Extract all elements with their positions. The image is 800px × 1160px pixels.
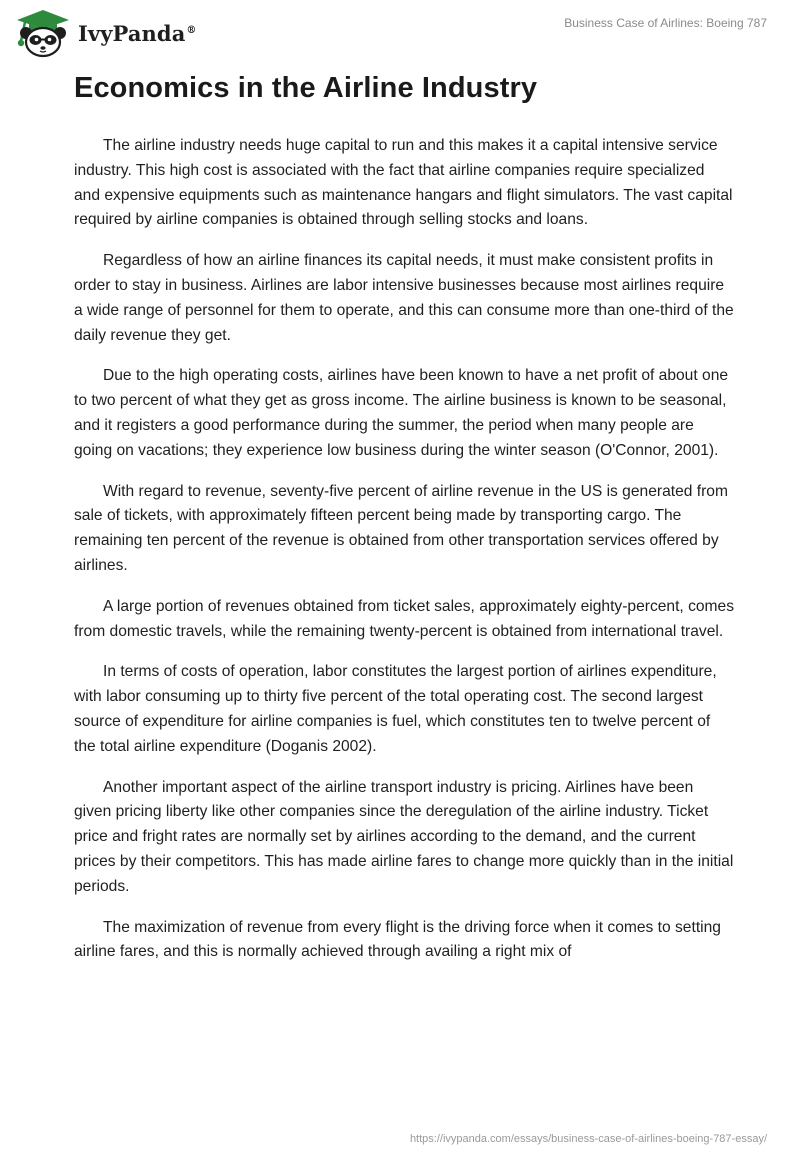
paragraph-1: The airline industry needs huge capital to run and this makes it a capital intensive service industry. This high cost is associated with the fact that airline companies require specialized and expensive equipments such as maintenance hangars and flight simulators. The vast capital required by airline companies is obtained through selling stocks and loans. (74, 137, 733, 229)
page-header (0, 0, 800, 70)
page-title: Economics in the Airline Industry (74, 72, 538, 104)
article-body (74, 134, 734, 981)
panda-graduate-icon (14, 8, 72, 58)
registered-mark: ® (186, 24, 197, 36)
paragraph-4: With regard to revenue, seventy-five percent of airline revenue in the US is generated from sale of tickets, with approximately fifteen percent being made by transporting cargo. The remaining ten percent of the revenue is obtained from other transportation services offered by airlines. (74, 482, 728, 574)
paragraph-3: Due to the high operating costs, airlines have been known to have a net profit of about one to two percent of what they get as gross income. The airline business is known to be seasonal, and it registers a good performance during the summer, the period when many people are going on vacations; they experience low business during the winter season (O'Connor, 2001). (74, 367, 729, 459)
source-url-link[interactable]: https://ivypanda.com/essays/business-case-of-airlines-boeing-787-essay/ (409, 1133, 767, 1145)
brand-name (78, 21, 197, 46)
paragraph-2: Regardless of how an airline finances its capital needs, it must make consistent profits in order to stay in business. Airlines are labor intensive businesses because most airlines require a wide range of personnel for them to operate, and this can consume more than one-third of the daily revenue they get. (74, 252, 734, 344)
document-title: Business Case of Airlines: Boeing 787 (564, 16, 767, 30)
ivypanda-logo[interactable] (14, 8, 197, 58)
paragraph-6: In terms of costs of operation, labor constitutes the largest portion of airlines expenditure, with labor consuming up to thirty five percent of the total operating cost. The second largest source of expenditure for airline companies is fuel, which constitutes ten to twelve percent of the total airline expenditure (Doganis 2002). (74, 663, 717, 755)
brand-wordmark: IvyPanda (78, 20, 186, 46)
paragraph-8: The maximization of revenue from every flight is the driving force when it comes to setting airline fares, and this is normally achieved through availing a right mix of (74, 918, 721, 961)
paragraph-5: A large portion of revenues obtained from ticket sales, approximately eighty-percent, comes from domestic travels, while the remaining twenty-percent is obtained from international travel. (74, 597, 735, 640)
paragraph-7: Another important aspect of the airline transport industry is pricing. Airlines have been given pricing liberty like other companies since the deregulation of the airline industry. Ticket price and fright rates are normally set by airlines according to the demand, and the current prices by their competitors. This has made airline fares to change more quickly than in the initial periods. (74, 778, 734, 895)
